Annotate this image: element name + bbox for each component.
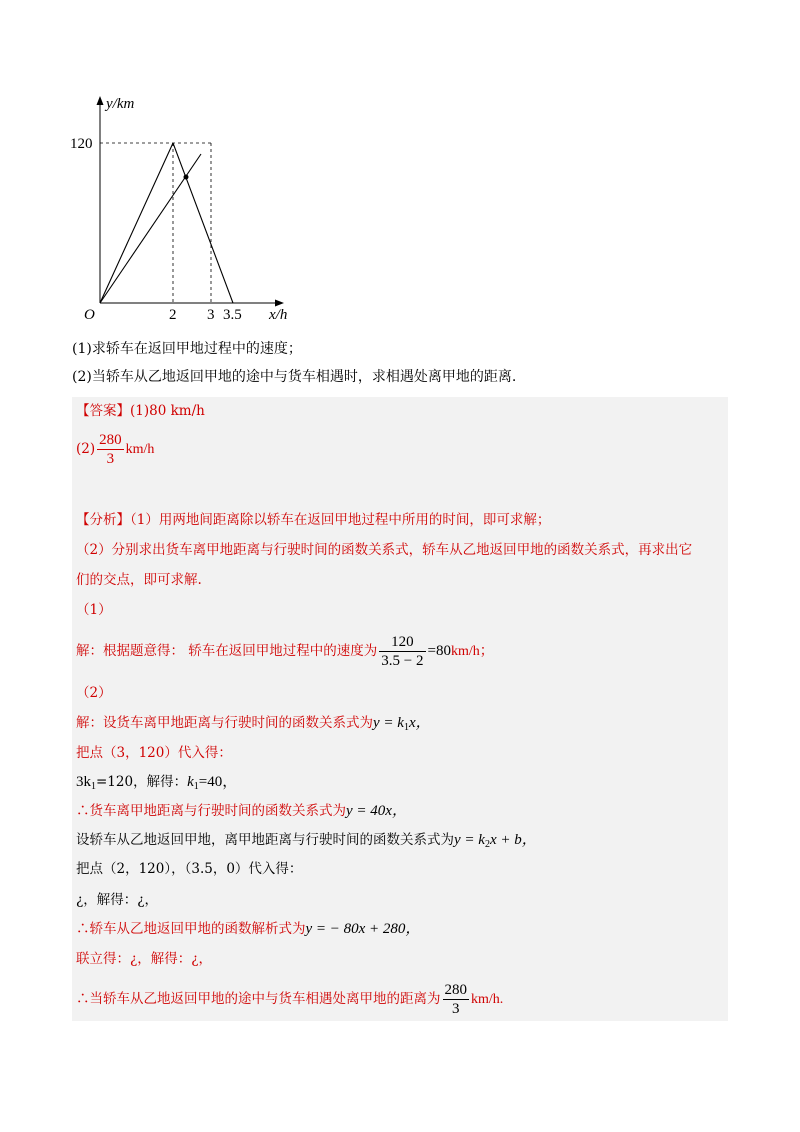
solution-step-9: 联立得：¿，解得：¿，: [76, 951, 212, 967]
step-1-sub: 1: [403, 722, 409, 733]
part1-numerator: 120: [379, 633, 425, 652]
x-tick-2: 2: [169, 307, 177, 323]
solution-step-5: [76, 830, 537, 855]
step-10-denominator: 3: [452, 1001, 460, 1017]
part1-unit: km/h；: [450, 644, 494, 659]
car-outbound-line: [100, 143, 173, 303]
step-5-formula: [454, 832, 537, 848]
analysis-p2b: 们的交点，即可求解.: [76, 572, 202, 588]
question-1: (1)求轿车在返回甲地过程中的速度；: [72, 341, 302, 357]
step-5-formula-a: y = k: [454, 832, 485, 848]
origin-label: O: [84, 307, 95, 323]
part2-label: （2）: [76, 685, 112, 701]
step-3-c: [187, 774, 199, 790]
answer-2-denominator: 3: [106, 451, 115, 467]
part1-text: 解：根据题意得： 轿车在返回甲地过程中的速度为: [76, 643, 378, 659]
answer-line-2: [76, 431, 154, 468]
answer-2-numerator: 280: [99, 432, 122, 448]
answer-2-prefix: (2): [76, 441, 96, 457]
solution-step-1: [76, 713, 431, 738]
y-axis-arrow: [97, 96, 104, 105]
car-return-line: [173, 143, 233, 303]
step-1-formula-b: x，: [408, 715, 431, 731]
y-axis-label: y/km: [106, 96, 135, 112]
answer-1: (1)80 km/h: [130, 403, 205, 419]
part1-denominator: 3.5 − 2: [381, 653, 424, 669]
solution-step-8: [76, 919, 420, 939]
solution-step-6: 把点（2，120），（3.5，0）代入得：: [76, 861, 303, 877]
solution-step-2: 把点（3，120）代入得：: [76, 745, 232, 761]
step-8-formula: y = − 80x + 280，: [305, 921, 421, 937]
x-axis-label: x/h: [269, 307, 288, 323]
x-tick-3: 3: [207, 307, 215, 323]
step-3-sub2: 1: [193, 781, 199, 792]
analysis-tag: 【分析】: [76, 512, 130, 528]
analysis-p1: （1）用两地间距离除以轿车在返回甲地过程中所用的时间，即可求解；: [130, 512, 551, 528]
step-10-fraction: [443, 981, 470, 1018]
answer-2-fraction: [97, 431, 124, 468]
step-1-formula: [373, 715, 431, 731]
step-3-a-text: 3k: [76, 774, 91, 790]
step-3-c-text: k: [187, 774, 194, 790]
answer-panel: [72, 397, 728, 1021]
step-3-a: [76, 774, 96, 790]
x-tick-3.5: 3.5: [223, 307, 242, 323]
part1-label: （1）: [76, 602, 112, 618]
answer-2-unit: km/h: [125, 442, 155, 457]
step-10-numerator: 280: [444, 982, 467, 998]
analysis-p2a: （2）分别求出货车离甲地距离与行驶时间的函数关系式，轿车从乙地返回甲地的函数关系式，再求出它: [76, 542, 693, 558]
step-1-formula-a: y = k: [373, 715, 404, 731]
distance-time-graph: [60, 88, 310, 328]
part1-result: =80: [427, 643, 451, 659]
step-3-sub: 1: [91, 781, 96, 792]
step-10-unit: km/h.: [471, 992, 504, 1007]
step-1-text: 解：设货车离甲地距离与行驶时间的函数关系式为: [76, 715, 373, 731]
step-4-text: ∴货车离甲地距离与行驶时间的函数关系式为: [76, 803, 346, 819]
step-8-text: ∴轿车从乙地返回甲地的函数解析式为: [76, 921, 306, 937]
question-2: (2)当轿车从乙地返回甲地的途中与货车相遇时，求相遇处离甲地的距离.: [72, 369, 517, 385]
x-axis-arrow: [275, 300, 284, 307]
step-3-d: =40，: [198, 774, 238, 790]
y-tick-120: 120: [70, 136, 93, 152]
analysis-line-1: [76, 510, 550, 530]
part1-fraction: [379, 633, 425, 670]
step-3-b: =120，解得：: [96, 774, 188, 790]
step-10-text: ∴当轿车从乙地返回甲地的途中与货车相遇处离甲地的距离为: [76, 991, 441, 1007]
solution-step-10: [76, 981, 503, 1018]
step-4-formula: y = 40x，: [346, 803, 407, 819]
meeting-point: [184, 175, 189, 180]
step-5-text: 设轿车从乙地返回甲地，离甲地距离与行驶时间的函数关系式为: [76, 832, 454, 848]
answer-line-1: [76, 401, 205, 421]
part1-solution: [76, 633, 494, 670]
solution-step-4: [76, 801, 407, 821]
solution-step-3: [76, 772, 237, 797]
step-5-formula-b: x + b，: [489, 832, 537, 848]
answer-tag: 【答案】: [76, 403, 130, 419]
step-5-sub: 2: [484, 839, 490, 850]
solution-step-7: ¿，解得：¿，: [76, 892, 158, 908]
